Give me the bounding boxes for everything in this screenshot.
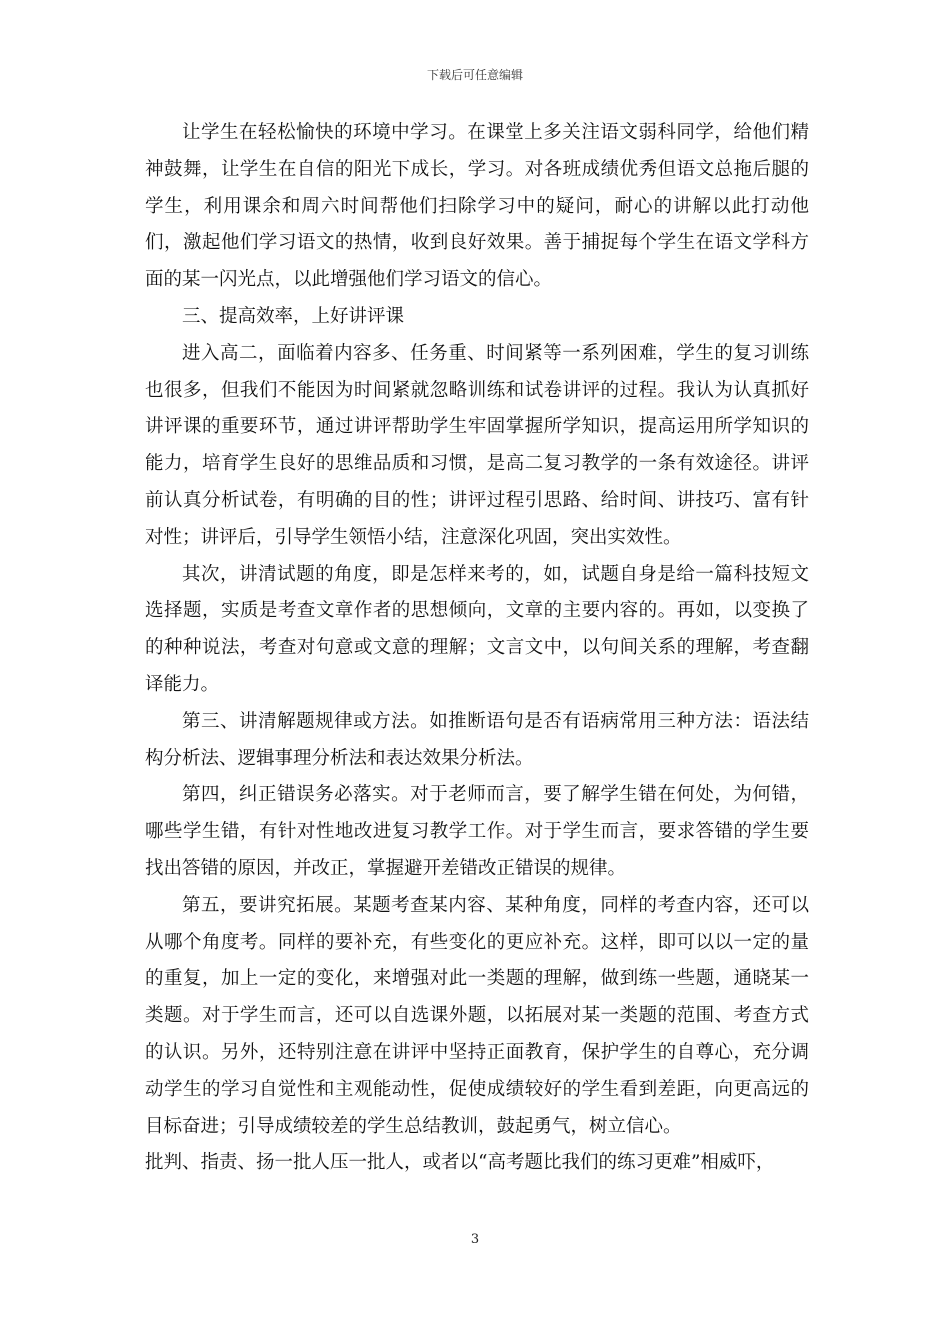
paragraph: 第四，纠正错误务必落实。对于老师而言，要了解学生错在何处，为何错，哪些学生错，有针对性地改进复习教学工作。对于学生而言，要求答错的学生要找出答错的原因，并改正，掌握避开差错改正错误的规律。 (145, 784, 809, 879)
section-heading: 三、提高效率，上好讲评课 (182, 305, 405, 327)
paragraph-continued: 批判、指责、扬一批人压一批人，或者以“高考题比我们的练习更难”相威吓， (145, 1152, 775, 1174)
paragraph: 第三、讲清解题规律或方法。如推断语句是否有语病常用三种方法：语法结构分析法、逻辑事理分析法和表达效果分析法。 (145, 710, 809, 769)
page-number: 3 (470, 1232, 480, 1247)
paragraph: 进入高二，面临着内容多、任务重、时间紧等一系列困难，学生的复习训练也很多，但我们不能因为时间紧就忽略训练和试卷讲评的过程。我认为认真抓好讲评课的重要环节，通过讲评帮助学生牢固掌握所学知识，提高运用所学知识的能力，培育学生良好的思维品质和习惯，是高二复习教学的一条有效途径。讲评前认真分析试卷，有明确的目的性；讲评过程引思路、给时间、讲技巧、富有针对性；讲评后，引导学生领悟小结，注意深化巩固，突出实效性。 (145, 342, 809, 548)
page-header: 下载后可任意编辑 (426, 68, 523, 82)
body-text (145, 115, 809, 1182)
paragraph: 第五，要讲究拓展。某题考查某内容、某种角度，同样的考查内容，还可以从哪个角度考。同样的要补充，有些变化的更应补充。这样，即可以以一定的量的重复，加上一定的变化，来增强对此一类题的理解，做到练一些题，通晓某一类题。对于学生而言，还可以自选课外题，以拓展对某一类题的范围、考查方式的认识。另外，还特别注意在讲评中坚持正面教育，保护学生的自尊心，充分调动学生的学习自觉性和主观能动性，促使成绩较好的学生看到差距，向更高远的目标奋进；引导成绩较差的学生总结教训，鼓起勇气，树立信心。 (145, 894, 809, 1137)
paragraph-continuation: 让学生在轻松愉快的环境中学习。在课堂上多关注语文弱科同学，给他们精神鼓舞，让学生在自信的阳光下成长，学习。对各班成绩优秀但语文总拖后腿的学生，利用课余和周六时间帮他们扫除学习中的疑问，耐心的讲解以此打动他们，激起他们学习语文的热情，收到良好效果。善于捕捉每个学生在语文学科方面的某一闪光点，以此增强他们学习语文的信心。 (145, 122, 809, 291)
paragraph: 其次，讲清试题的角度，即是怎样来考的，如，试题自身是给一篇科技短文选择题，实质是考查文章作者的思想倾向，文章的主要内容的。再如，以变换了的种种说法，考查对句意或文意的理解；文言文中，以句间关系的理解，考查翻译能力。 (145, 563, 809, 695)
